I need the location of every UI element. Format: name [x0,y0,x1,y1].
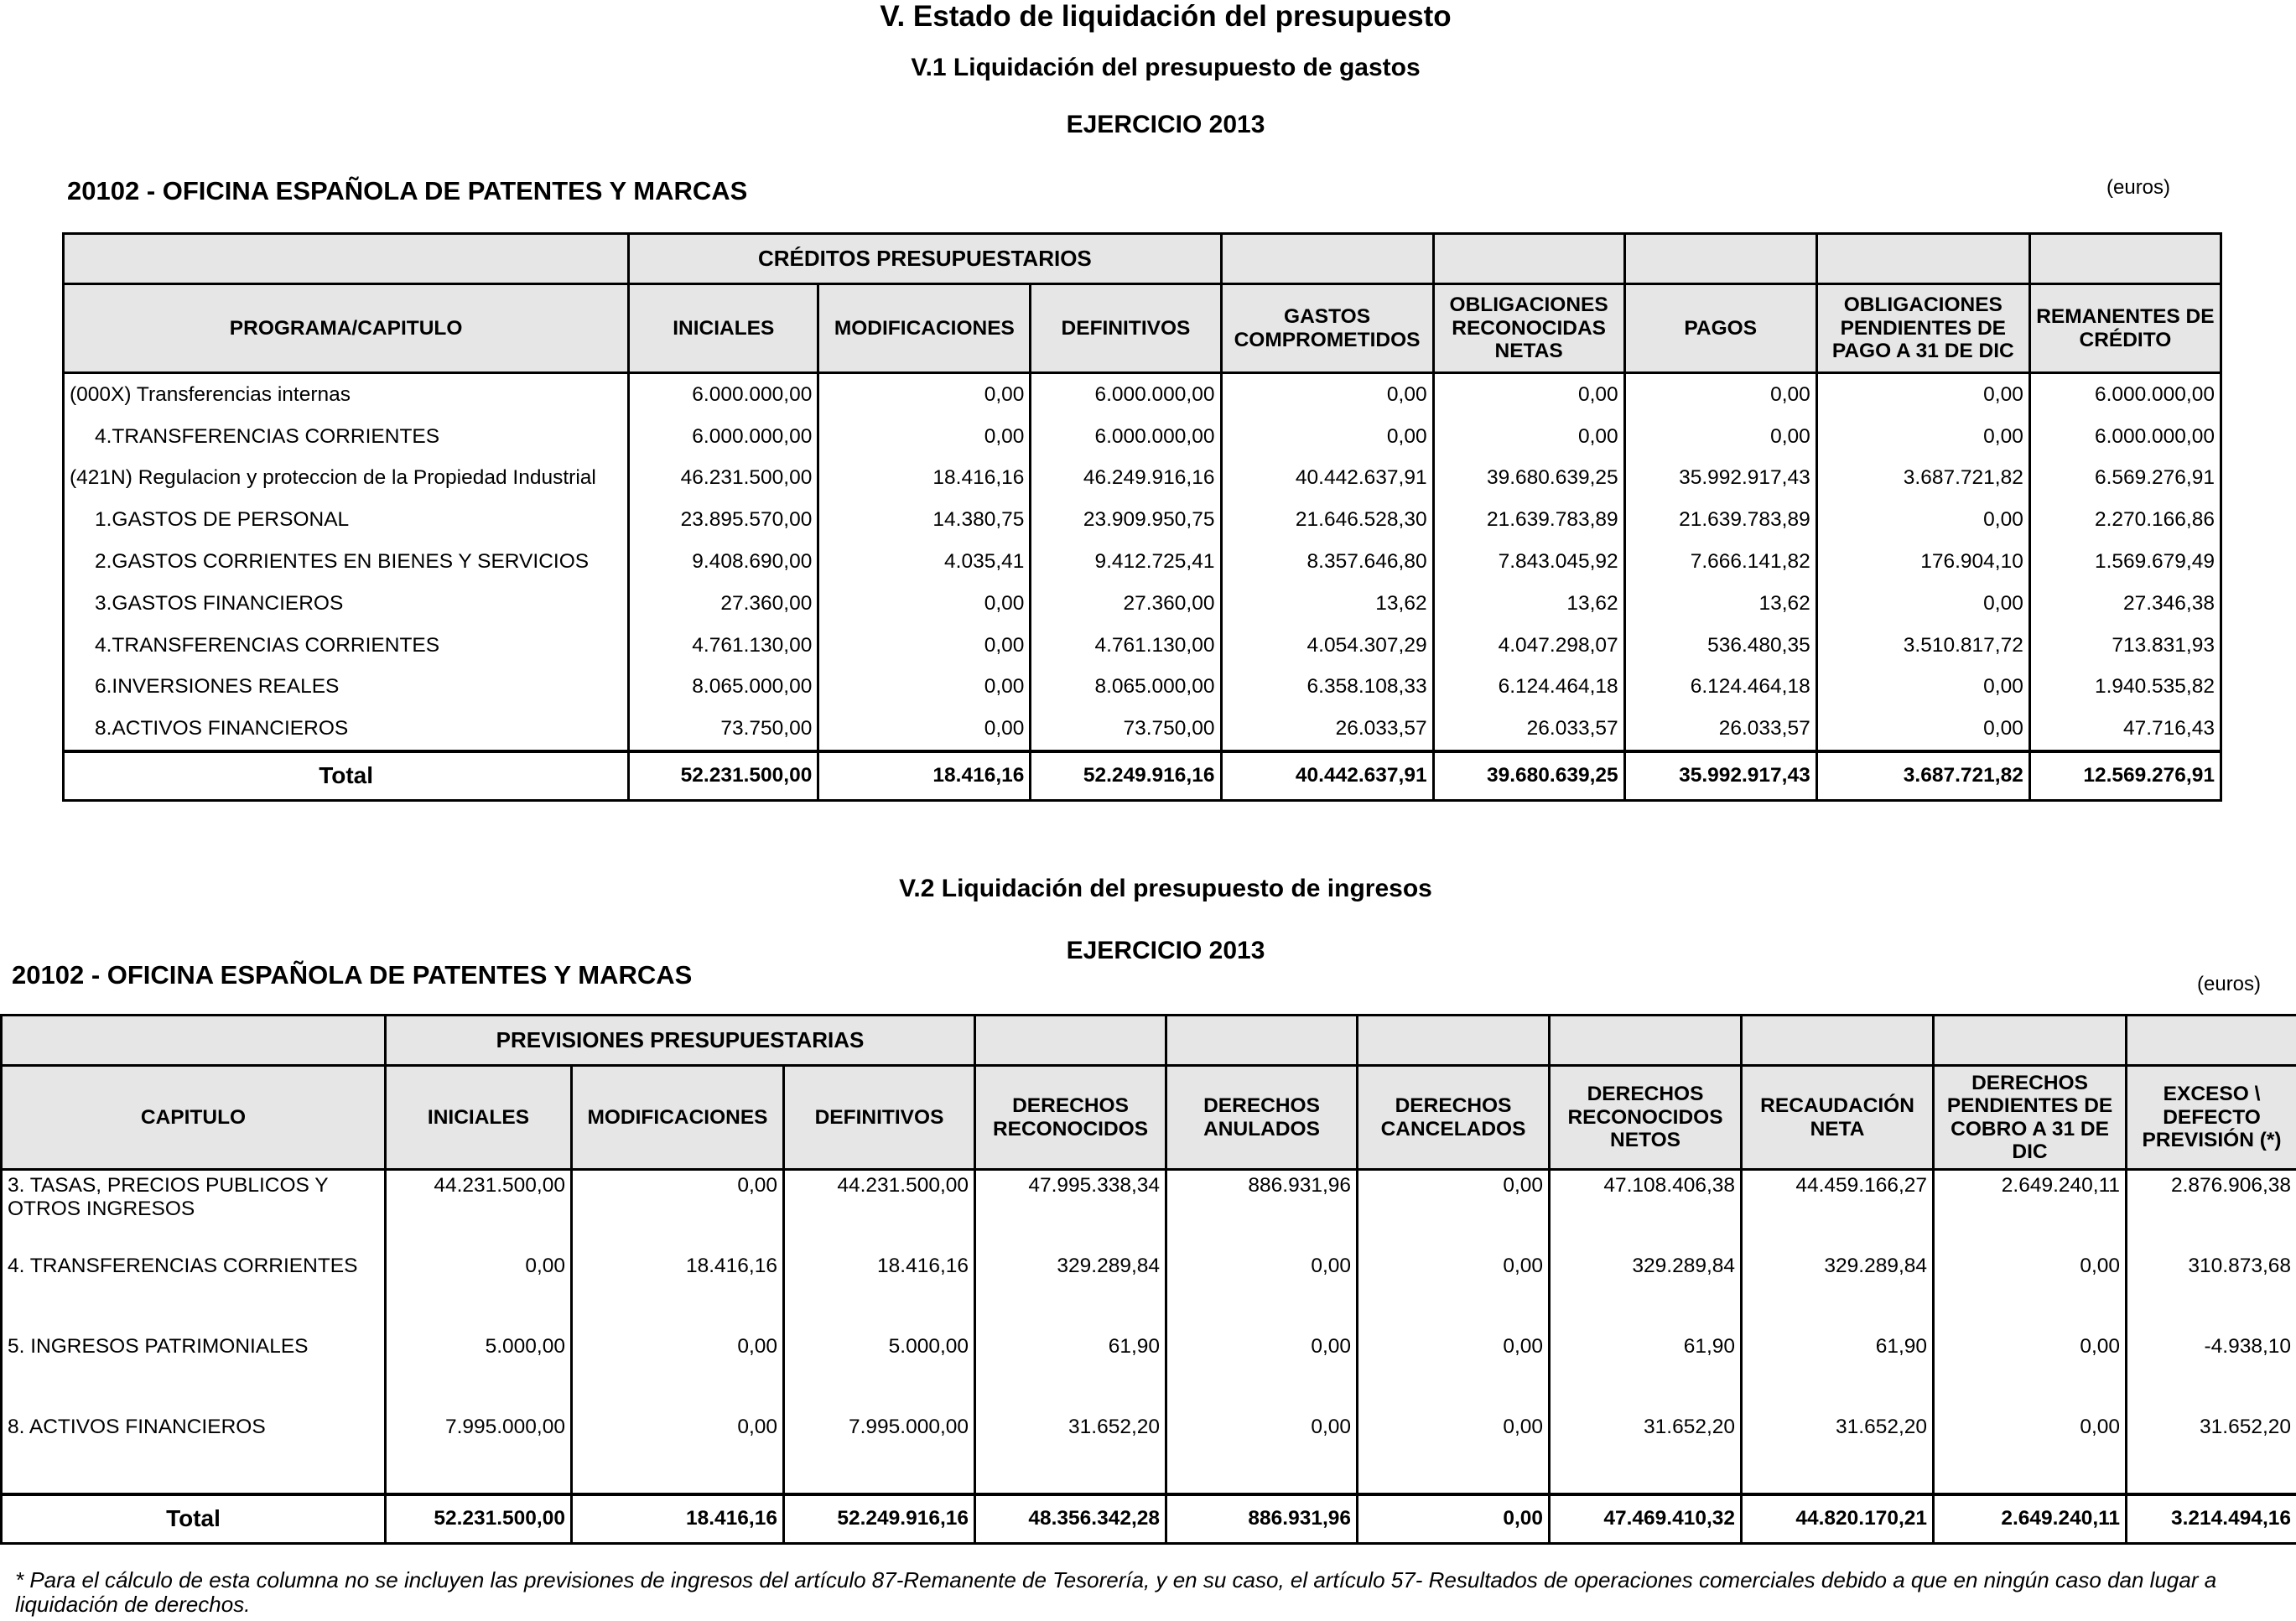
total-value: 2.649.240,11 [1934,1494,2127,1543]
column-header: RECAUDACIÓN NETA [1742,1066,1934,1170]
cell-value: 0,00 [1934,1251,2127,1332]
cell-value: 0,00 [1816,667,2029,709]
cell-value: 6.000.000,00 [629,373,818,416]
cell-value: 13,62 [1624,583,1816,625]
total-label: Total [64,751,629,800]
column-header: GASTOS COMPROMETIDOS [1221,284,1433,373]
header-blank [1433,234,1624,284]
header-blank [1742,1016,1934,1066]
total-value: 40.442.637,91 [1221,751,1433,800]
cell-value: 3.687.721,82 [1816,458,2029,500]
cell-value: 5.000,00 [386,1332,572,1412]
cell-value: 0,00 [818,416,1031,458]
cell-value: 6.124.464,18 [1433,667,1624,709]
cell-value: 4.047.298,07 [1433,625,1624,667]
cell-value: 0,00 [1816,416,2029,458]
cell-value: 47.716,43 [2029,708,2221,751]
cell-value: 7.995.000,00 [386,1412,572,1494]
cell-value: 0,00 [818,373,1031,416]
table-row [2,1332,2296,1412]
cell-value: 0,00 [1624,416,1816,458]
section-title: V. Estado de liquidación del presupuesto [880,0,1452,33]
table-row [64,458,2221,500]
total-value: 3.687.721,82 [1816,751,2029,800]
cell-value: 31.652,20 [1742,1412,1934,1494]
cell-value: 6.124.464,18 [1624,667,1816,709]
cell-value: 4.054.307,29 [1221,625,1433,667]
column-header: DERECHOS RECONOCIDOS [975,1066,1166,1170]
column-header: REMANENTES DE CRÉDITO [2029,284,2221,373]
cell-value: 26.033,57 [1433,708,1624,751]
cell-value: 47.108.406,38 [1550,1170,1742,1252]
table-row [64,541,2221,583]
cell-value: 13,62 [1221,583,1433,625]
total-value: 39.680.639,25 [1433,751,1624,800]
cell-value: 6.569.276,91 [2029,458,2221,500]
cell-value: 7.666.141,82 [1624,541,1816,583]
column-header: DERECHOS CANCELADOS [1358,1066,1550,1170]
table-row [64,583,2221,625]
cell-value: 4.035,41 [818,541,1031,583]
cell-value: 536.480,35 [1624,625,1816,667]
cell-value: 886.931,96 [1166,1170,1358,1252]
cell-value: 47.995.338,34 [975,1170,1166,1252]
cell-value: 21.639.783,89 [1433,499,1624,541]
table-row [64,625,2221,667]
cell-value: 44.231.500,00 [784,1170,975,1252]
cell-value: 310.873,68 [2127,1251,2296,1332]
cell-value: 0,00 [1816,499,2029,541]
cell-value: 6.358.108,33 [1221,667,1433,709]
cell-value: 44.231.500,00 [386,1170,572,1252]
cell-value: 0,00 [1166,1412,1358,1494]
cell-value: 0,00 [1358,1251,1550,1332]
row-label: 6.INVERSIONES REALES [64,667,629,709]
total-value: 18.416,16 [572,1494,784,1543]
cell-value: 8.065.000,00 [629,667,818,709]
cell-value: 6.000.000,00 [2029,373,2221,416]
cell-value: 4.761.130,00 [1031,625,1221,667]
gastos-units: (euros) [2106,176,2171,199]
cell-value: 0,00 [818,708,1031,751]
column-header: MODIFICACIONES [818,284,1031,373]
total-value: 44.820.170,21 [1742,1494,1934,1543]
cell-value: 0,00 [1433,416,1624,458]
cell-value: 2.649.240,11 [1934,1170,2127,1252]
total-value: 35.992.917,43 [1624,751,1816,800]
cell-value: 7.843.045,92 [1433,541,1624,583]
header-blank [1550,1016,1742,1066]
cell-value: 5.000,00 [784,1332,975,1412]
cell-value: 13,62 [1433,583,1624,625]
cell-value: 3.510.817,72 [1816,625,2029,667]
cell-value: 8.065.000,00 [1031,667,1221,709]
header-blank [64,234,629,284]
cell-value: 4.761.130,00 [629,625,818,667]
cell-value: 2.270.166,86 [2029,499,2221,541]
row-label: (421N) Regulacion y proteccion de la Propiedad Industrial [64,458,629,500]
cell-value: 27.360,00 [629,583,818,625]
header-blank [2,1016,386,1066]
total-value: 52.231.500,00 [386,1494,572,1543]
header-blank [975,1016,1166,1066]
cell-value: 40.442.637,91 [1221,458,1433,500]
header-blank [1221,234,1433,284]
column-header: DERECHOS ANULADOS [1166,1066,1358,1170]
ingresos-org: 20102 - OFICINA ESPAÑOLA DE PATENTES Y MARCAS [12,960,693,990]
ingresos-table [0,1014,2296,1545]
header-blank [2127,1016,2296,1066]
cell-value: 0,00 [1358,1332,1550,1412]
total-value: 52.249.916,16 [1031,751,1221,800]
cell-value: 329.289,84 [975,1251,1166,1332]
cell-value: 9.412.725,41 [1031,541,1221,583]
column-header: INICIALES [629,284,818,373]
total-value: 52.231.500,00 [629,751,818,800]
cell-value: 0,00 [1816,708,2029,751]
row-label: 8.ACTIVOS FINANCIEROS [64,708,629,751]
table-row [2,1412,2296,1494]
cell-value: 61,90 [1742,1332,1934,1412]
row-label: 8. ACTIVOS FINANCIEROS [2,1412,386,1494]
column-header: CAPITULO [2,1066,386,1170]
row-label: 4.TRANSFERENCIAS CORRIENTES [64,625,629,667]
cell-value: 0,00 [1624,373,1816,416]
total-value: 12.569.276,91 [2029,751,2221,800]
cell-value: 6.000.000,00 [2029,416,2221,458]
cell-value: 0,00 [572,1332,784,1412]
row-label: 3. TASAS, PRECIOS PUBLICOS Y OTROS INGRESOS [2,1170,386,1252]
cell-value: 0,00 [818,625,1031,667]
column-header: OBLIGACIONES RECONOCIDAS NETAS [1433,284,1624,373]
column-header: DERECHOS RECONOCIDOS NETOS [1550,1066,1742,1170]
cell-value: 0,00 [1816,583,2029,625]
table-row [64,667,2221,709]
cell-value: 18.416,16 [784,1251,975,1332]
header-blank [1166,1016,1358,1066]
group-header: PREVISIONES PRESUPUESTARIAS [386,1016,975,1066]
header-blank [1816,234,2029,284]
cell-value: 0,00 [1358,1412,1550,1494]
cell-value: 8.357.646,80 [1221,541,1433,583]
column-header: EXCESO \ DEFECTO PREVISIÓN (*) [2127,1066,2296,1170]
header-blank [2029,234,2221,284]
cell-value: 176.904,10 [1816,541,2029,583]
cell-value: 21.646.528,30 [1221,499,1433,541]
table-row [2,1251,2296,1332]
total-label: Total [2,1494,386,1543]
cell-value: 9.408.690,00 [629,541,818,583]
cell-value: 7.995.000,00 [784,1412,975,1494]
table-row [64,416,2221,458]
cell-value: 6.000.000,00 [1031,373,1221,416]
cell-value: 0,00 [1221,373,1433,416]
cell-value: 0,00 [1166,1251,1358,1332]
cell-value: 1.940.535,82 [2029,667,2221,709]
column-header: PROGRAMA/CAPITULO [64,284,629,373]
column-header: DEFINITIVOS [784,1066,975,1170]
total-value: 52.249.916,16 [784,1494,975,1543]
cell-value: 14.380,75 [818,499,1031,541]
row-label: 5. INGRESOS PATRIMONIALES [2,1332,386,1412]
cell-value: 2.876.906,38 [2127,1170,2296,1252]
cell-value: 61,90 [975,1332,1166,1412]
row-label: 4.TRANSFERENCIAS CORRIENTES [64,416,629,458]
cell-value: 27.346,38 [2029,583,2221,625]
cell-value: 46.249.916,16 [1031,458,1221,500]
total-value: 886.931,96 [1166,1494,1358,1543]
cell-value: -4.938,10 [2127,1332,2296,1412]
row-label: 1.GASTOS DE PERSONAL [64,499,629,541]
cell-value: 31.652,20 [1550,1412,1742,1494]
cell-value: 61,90 [1550,1332,1742,1412]
header-blank [1624,234,1816,284]
cell-value: 39.680.639,25 [1433,458,1624,500]
gastos-org: 20102 - OFICINA ESPAÑOLA DE PATENTES Y MARCAS [67,176,748,205]
total-value: 18.416,16 [818,751,1031,800]
ingresos-units: (euros) [2197,973,2262,995]
cell-value: 713.831,93 [2029,625,2221,667]
cell-value: 27.360,00 [1031,583,1221,625]
total-value: 0,00 [1358,1494,1550,1543]
cell-value: 0,00 [818,583,1031,625]
footnote: * Para el cálculo de esta columna no se incluyen las previsiones de ingresos del artículo 87-Remanente de Tesorería, y en su caso, el artículo 57- Resultados de operaciones comerciales debido a que en ningún caso dan lugar a liquidación de derechos. [15,1567,2217,1618]
row-label: 3.GASTOS FINANCIEROS [64,583,629,625]
cell-value: 0,00 [572,1412,784,1494]
header-blank [1358,1016,1550,1066]
gastos-ejercicio: EJERCICIO 2013 [1066,111,1265,138]
ingresos-ejercicio: EJERCICIO 2013 [1066,937,1265,964]
column-header: INICIALES [386,1066,572,1170]
column-header: MODIFICACIONES [572,1066,784,1170]
table-row [64,708,2221,751]
cell-value: 6.000.000,00 [1031,416,1221,458]
cell-value: 31.652,20 [975,1412,1166,1494]
gastos-subtitle: V.1 Liquidación del presupuesto de gastos [911,54,1421,81]
cell-value: 26.033,57 [1624,708,1816,751]
column-header: PAGOS [1624,284,1816,373]
cell-value: 18.416,16 [572,1251,784,1332]
cell-value: 329.289,84 [1742,1251,1934,1332]
column-header: DEFINITIVOS [1031,284,1221,373]
column-header: DERECHOS PENDIENTES DE COBRO A 31 DE DIC [1934,1066,2127,1170]
column-header: OBLIGACIONES PENDIENTES DE PAGO A 31 DE DIC [1816,284,2029,373]
cell-value: 1.569.679,49 [2029,541,2221,583]
cell-value: 0,00 [1433,373,1624,416]
cell-value: 0,00 [572,1170,784,1252]
row-label: 2.GASTOS CORRIENTES EN BIENES Y SERVICIOS [64,541,629,583]
cell-value: 0,00 [1221,416,1433,458]
cell-value: 0,00 [1934,1412,2127,1494]
cell-value: 0,00 [1934,1332,2127,1412]
total-value: 3.214.494,16 [2127,1494,2296,1543]
total-row [2,1494,2296,1543]
table-row [64,373,2221,416]
cell-value: 0,00 [818,667,1031,709]
cell-value: 0,00 [1166,1332,1358,1412]
gastos-table [62,232,2222,802]
total-row [64,751,2221,800]
cell-value: 23.909.950,75 [1031,499,1221,541]
cell-value: 0,00 [386,1251,572,1332]
group-header: CRÉDITOS PRESUPUESTARIOS [629,234,1221,284]
cell-value: 44.459.166,27 [1742,1170,1934,1252]
cell-value: 73.750,00 [629,708,818,751]
row-label: (000X) Transferencias internas [64,373,629,416]
cell-value: 23.895.570,00 [629,499,818,541]
cell-value: 0,00 [1816,373,2029,416]
cell-value: 35.992.917,43 [1624,458,1816,500]
cell-value: 0,00 [1358,1170,1550,1252]
cell-value: 26.033,57 [1221,708,1433,751]
header-blank [1934,1016,2127,1066]
cell-value: 21.639.783,89 [1624,499,1816,541]
table-row [2,1170,2296,1252]
cell-value: 31.652,20 [2127,1412,2296,1494]
cell-value: 73.750,00 [1031,708,1221,751]
table-row [64,499,2221,541]
cell-value: 18.416,16 [818,458,1031,500]
row-label: 4. TRANSFERENCIAS CORRIENTES [2,1251,386,1332]
total-value: 48.356.342,28 [975,1494,1166,1543]
total-value: 47.469.410,32 [1550,1494,1742,1543]
cell-value: 6.000.000,00 [629,416,818,458]
cell-value: 329.289,84 [1550,1251,1742,1332]
ingresos-subtitle: V.2 Liquidación del presupuesto de ingresos [899,875,1432,902]
cell-value: 46.231.500,00 [629,458,818,500]
